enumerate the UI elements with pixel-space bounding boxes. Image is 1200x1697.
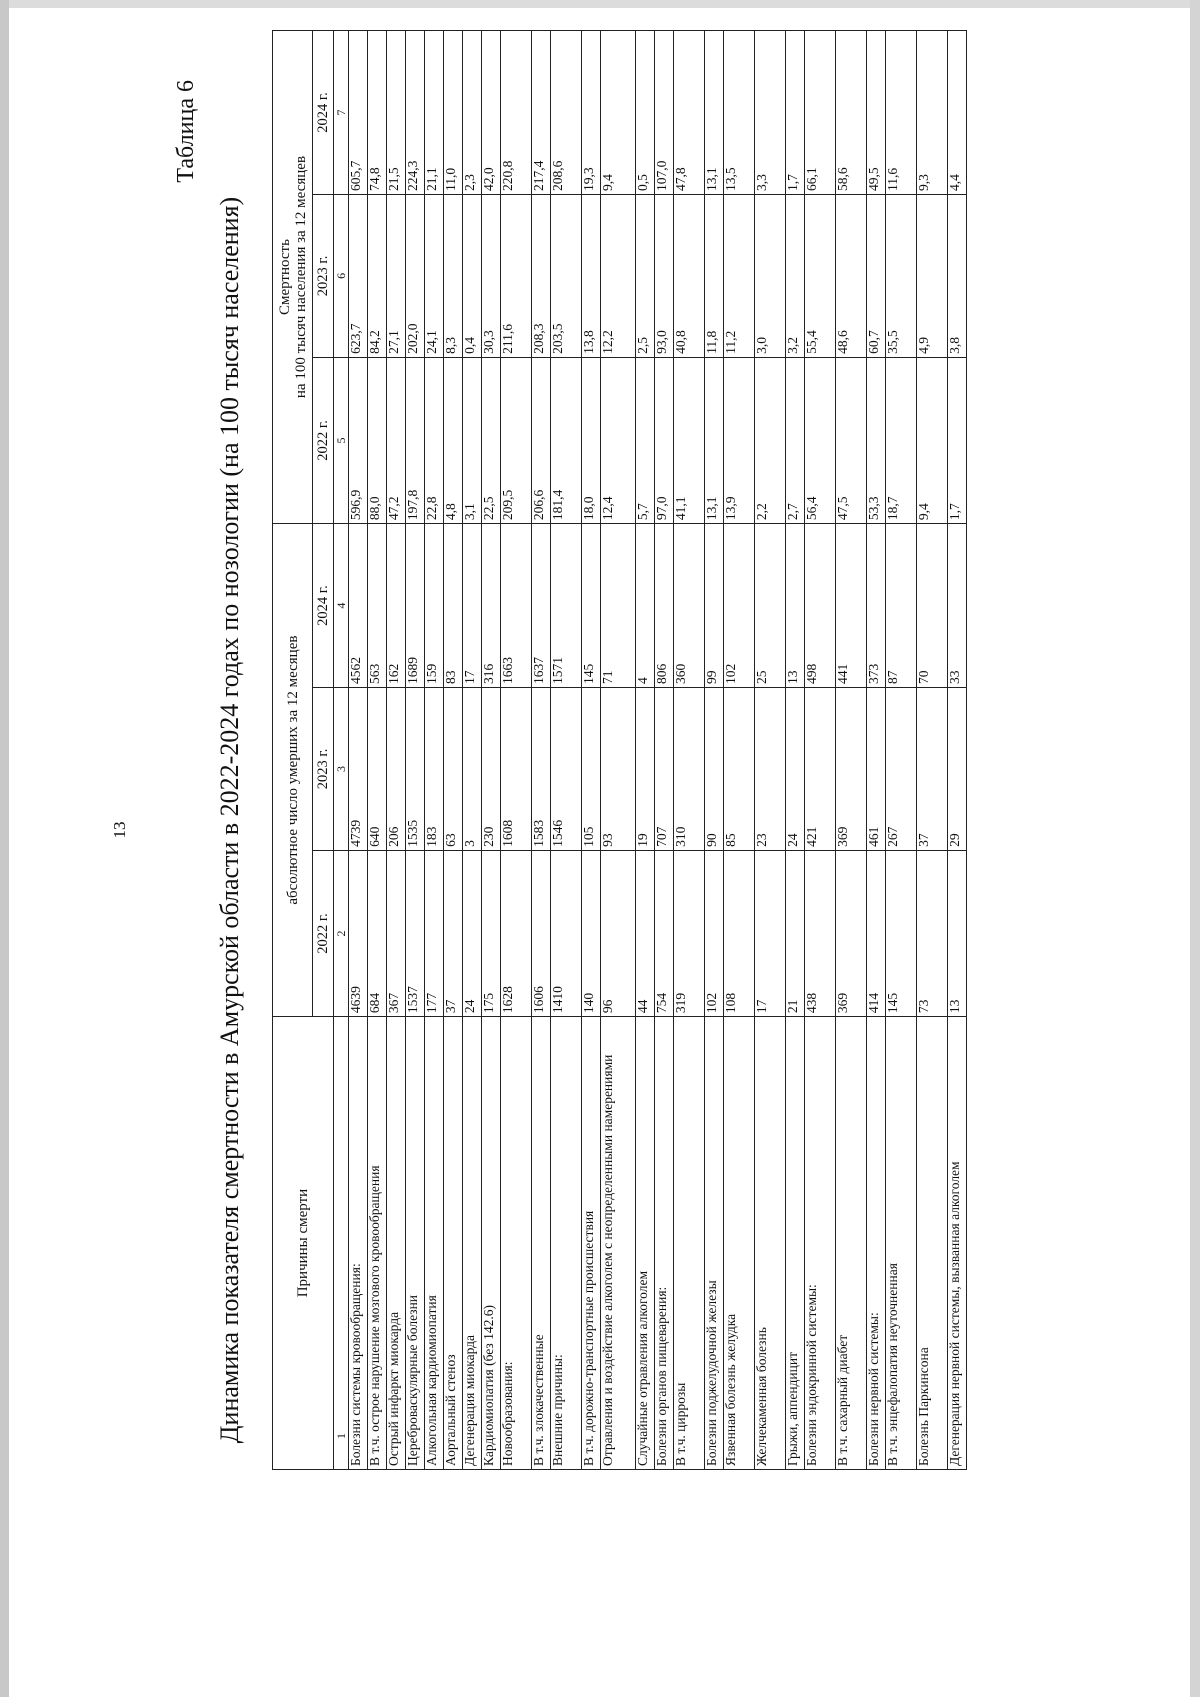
- rate-value-cell: 209,5: [501, 357, 532, 523]
- rate-value-cell: 18,7: [886, 357, 917, 523]
- cause-cell: Случайные отравления алкоголем: [636, 1017, 655, 1470]
- cause-cell: Болезнь Паркинсона: [917, 1017, 948, 1470]
- rate-value-cell: 13,8: [582, 195, 601, 358]
- table-row: [917, 31, 948, 1470]
- absolute-value-cell: 159: [425, 524, 444, 688]
- rate-value-cell: 0,4: [463, 195, 482, 358]
- column-index: 6: [334, 195, 349, 358]
- column-index: 1: [334, 1017, 349, 1470]
- cause-cell: Болезни поджелудочной железы: [705, 1017, 724, 1470]
- table-row: [425, 31, 444, 1470]
- rate-value-cell: 2,7: [786, 357, 805, 523]
- cause-cell: Болезни органов пищеварения:: [655, 1017, 674, 1470]
- scan-edge-right: [1190, 0, 1200, 1697]
- rate-value-cell: 2,2: [755, 357, 786, 523]
- rate-value-cell: 47,2: [387, 357, 406, 523]
- table-row: [867, 31, 886, 1470]
- rate-value-cell: 40,8: [674, 195, 705, 358]
- rate-value-cell: 1,7: [786, 31, 805, 195]
- column-index: 4: [334, 524, 349, 688]
- rate-value-cell: 181,4: [551, 357, 582, 523]
- rate-value-cell: 596,9: [349, 357, 368, 523]
- absolute-value-cell: 102: [705, 850, 724, 1016]
- table-row: [501, 31, 532, 1470]
- rate-value-cell: 203,5: [551, 195, 582, 358]
- rate-value-cell: 211,6: [501, 195, 532, 358]
- header-absolute: абсолютное число умерших за 12 месяцев: [273, 524, 313, 1017]
- table-row: [463, 31, 482, 1470]
- absolute-value-cell: 183: [425, 688, 444, 851]
- absolute-value-cell: 71: [601, 524, 636, 688]
- rate-value-cell: 2,3: [463, 31, 482, 195]
- absolute-value-cell: 707: [655, 688, 674, 851]
- page-number: 13: [110, 821, 129, 839]
- absolute-value-cell: 1663: [501, 524, 532, 688]
- table-row: [805, 31, 836, 1470]
- cause-cell: В т.ч. сахарный диабет: [836, 1017, 867, 1470]
- cause-cell: Язвенная болезнь желудка: [724, 1017, 755, 1470]
- absolute-value-cell: 421: [805, 688, 836, 851]
- rate-value-cell: 35,5: [886, 195, 917, 358]
- absolute-value-cell: 754: [655, 850, 674, 1016]
- rate-value-cell: 3,1: [463, 357, 482, 523]
- rate-value-cell: 11,6: [886, 31, 917, 195]
- absolute-value-cell: 1535: [406, 688, 425, 851]
- rate-value-cell: 41,1: [674, 357, 705, 523]
- table-row: [724, 31, 755, 1470]
- table-row: [636, 31, 655, 1470]
- rate-value-cell: 22,8: [425, 357, 444, 523]
- rate-value-cell: 13,1: [705, 357, 724, 523]
- table-body: [349, 31, 967, 1470]
- table-row: [482, 31, 501, 1470]
- rate-value-cell: 9,4: [601, 31, 636, 195]
- rate-value-cell: 5,7: [636, 357, 655, 523]
- rate-value-cell: 2,5: [636, 195, 655, 358]
- rate-value-cell: 202,0: [406, 195, 425, 358]
- absolute-value-cell: 640: [368, 688, 387, 851]
- rate-value-cell: 197,8: [406, 357, 425, 523]
- header-rate-line2: на 100 тысяч населения за 12 месяцев: [292, 155, 309, 399]
- absolute-value-cell: 175: [482, 850, 501, 1016]
- absolute-value-cell: 177: [425, 850, 444, 1016]
- rate-value-cell: 93,0: [655, 195, 674, 358]
- absolute-value-cell: 73: [917, 850, 948, 1016]
- rate-value-cell: 47,5: [836, 357, 867, 523]
- mortality-table: [272, 30, 967, 1470]
- rate-value-cell: 623,7: [349, 195, 368, 358]
- rate-value-cell: 8,3: [444, 195, 463, 358]
- table-row: [948, 31, 967, 1470]
- table-row: [674, 31, 705, 1470]
- table-row: [387, 31, 406, 1470]
- header-year: 2023 г.: [313, 195, 334, 358]
- absolute-value-cell: 1537: [406, 850, 425, 1016]
- header-year: 2022 г.: [313, 357, 334, 523]
- absolute-value-cell: 373: [867, 524, 886, 688]
- absolute-value-cell: 13: [948, 850, 967, 1016]
- cause-cell: Болезни нервной системы:: [867, 1017, 886, 1470]
- cause-cell: Болезни эндокринной системы:: [805, 1017, 836, 1470]
- absolute-value-cell: 25: [755, 524, 786, 688]
- cause-cell: В т.ч. энцефалопатия неуточненная: [886, 1017, 917, 1470]
- absolute-value-cell: 310: [674, 688, 705, 851]
- absolute-value-cell: 102: [724, 524, 755, 688]
- rate-value-cell: 74,8: [368, 31, 387, 195]
- header-row-top: [273, 31, 313, 1470]
- absolute-value-cell: 4639: [349, 850, 368, 1016]
- rate-value-cell: 21,5: [387, 31, 406, 195]
- absolute-value-cell: 1410: [551, 850, 582, 1016]
- rate-value-cell: 13,1: [705, 31, 724, 195]
- absolute-value-cell: 316: [482, 524, 501, 688]
- rate-value-cell: 24,1: [425, 195, 444, 358]
- absolute-value-cell: 441: [836, 524, 867, 688]
- rate-value-cell: 605,7: [349, 31, 368, 195]
- rate-value-cell: 97,0: [655, 357, 674, 523]
- absolute-value-cell: 21: [786, 850, 805, 1016]
- rate-value-cell: 4,4: [948, 31, 967, 195]
- rate-value-cell: 3,0: [755, 195, 786, 358]
- absolute-value-cell: 1546: [551, 688, 582, 851]
- rate-value-cell: 19,3: [582, 31, 601, 195]
- absolute-value-cell: 267: [886, 688, 917, 851]
- rate-value-cell: 84,2: [368, 195, 387, 358]
- rate-value-cell: 11,0: [444, 31, 463, 195]
- column-index: 3: [334, 688, 349, 851]
- table-row: [786, 31, 805, 1470]
- absolute-value-cell: 206: [387, 688, 406, 851]
- absolute-value-cell: 145: [582, 524, 601, 688]
- absolute-value-cell: 1606: [532, 850, 551, 1016]
- cause-cell: В т.ч. циррозы: [674, 1017, 705, 1470]
- table-row: [551, 31, 582, 1470]
- scan-edge-left: [0, 0, 9, 1697]
- absolute-value-cell: 85: [724, 688, 755, 851]
- absolute-value-cell: 414: [867, 850, 886, 1016]
- rate-value-cell: 206,6: [532, 357, 551, 523]
- absolute-value-cell: 162: [387, 524, 406, 688]
- absolute-value-cell: 99: [705, 524, 724, 688]
- absolute-value-cell: 37: [444, 850, 463, 1016]
- absolute-value-cell: 140: [582, 850, 601, 1016]
- cause-cell: Дегенерация нервной системы, вызванная алкоголем: [948, 1017, 967, 1470]
- rate-value-cell: 3,2: [786, 195, 805, 358]
- table-row: [532, 31, 551, 1470]
- header-year: 2022 г.: [313, 850, 334, 1016]
- absolute-value-cell: 806: [655, 524, 674, 688]
- rate-value-cell: 0,5: [636, 31, 655, 195]
- table-row: [582, 31, 601, 1470]
- rate-value-cell: 3,3: [755, 31, 786, 195]
- absolute-value-cell: 90: [705, 688, 724, 851]
- absolute-value-cell: 23: [755, 688, 786, 851]
- table-row: [368, 31, 387, 1470]
- cause-cell: Кардиомиопатия (без 142.6): [482, 1017, 501, 1470]
- cause-cell: В т.ч. злокачественные: [532, 1017, 551, 1470]
- absolute-value-cell: 498: [805, 524, 836, 688]
- absolute-value-cell: 63: [444, 688, 463, 851]
- column-index: 7: [334, 31, 349, 195]
- rate-value-cell: 56,4: [805, 357, 836, 523]
- rate-value-cell: 4,8: [444, 357, 463, 523]
- rate-value-cell: 220,8: [501, 31, 532, 195]
- absolute-value-cell: 360: [674, 524, 705, 688]
- rate-value-cell: 22,5: [482, 357, 501, 523]
- rate-value-cell: 208,3: [532, 195, 551, 358]
- rate-value-cell: 4,9: [917, 195, 948, 358]
- cause-cell: Грыжи, аппендицит: [786, 1017, 805, 1470]
- table-row: [655, 31, 674, 1470]
- rate-value-cell: 88,0: [368, 357, 387, 523]
- absolute-value-cell: 230: [482, 688, 501, 851]
- cause-cell: Отравления и воздействие алкоголем с неопределенными намерениями: [601, 1017, 636, 1470]
- absolute-value-cell: 369: [836, 850, 867, 1016]
- rate-value-cell: 66,1: [805, 31, 836, 195]
- cause-cell: Желчекаменная болезнь: [755, 1017, 786, 1470]
- document-title: Динамика показателя смертности в Амурской области в 2022-2024 годах по нозологии (на 100 тысяч населения): [215, 196, 244, 1444]
- absolute-value-cell: 19: [636, 688, 655, 851]
- header-rate-line1: Смертность: [276, 239, 293, 316]
- absolute-value-cell: 29: [948, 688, 967, 851]
- cause-cell: Внешние причины:: [551, 1017, 582, 1470]
- absolute-value-cell: 70: [917, 524, 948, 688]
- column-index: 5: [334, 357, 349, 523]
- absolute-value-cell: 33: [948, 524, 967, 688]
- column-index: 2: [334, 850, 349, 1016]
- cause-cell: Острый инфаркт миокарда: [387, 1017, 406, 1470]
- cause-cell: Новообразования:: [501, 1017, 532, 1470]
- rate-value-cell: 42,0: [482, 31, 501, 195]
- absolute-value-cell: 367: [387, 850, 406, 1016]
- absolute-value-cell: 4739: [349, 688, 368, 851]
- absolute-value-cell: 1583: [532, 688, 551, 851]
- rate-value-cell: 48,6: [836, 195, 867, 358]
- cause-cell: В т.ч. дорожно-транспортные происшествия: [582, 1017, 601, 1470]
- rate-value-cell: 47,8: [674, 31, 705, 195]
- rate-value-cell: 27,1: [387, 195, 406, 358]
- rate-value-cell: 12,2: [601, 195, 636, 358]
- table-row: [406, 31, 425, 1470]
- absolute-value-cell: 108: [724, 850, 755, 1016]
- rate-value-cell: 11,8: [705, 195, 724, 358]
- cause-cell: Болезни системы кровообращения:: [349, 1017, 368, 1470]
- absolute-value-cell: 17: [463, 524, 482, 688]
- rate-value-cell: 11,2: [724, 195, 755, 358]
- absolute-value-cell: 1689: [406, 524, 425, 688]
- header-row-index: [334, 31, 349, 1470]
- table-row: [444, 31, 463, 1470]
- header-cause: Причины смерти: [273, 1017, 334, 1470]
- absolute-value-cell: 17: [755, 850, 786, 1016]
- rate-value-cell: 217,4: [532, 31, 551, 195]
- rate-value-cell: 49,5: [867, 31, 886, 195]
- rate-value-cell: 9,4: [917, 357, 948, 523]
- document-page: [45, 0, 1145, 1600]
- rate-value-cell: 1,7: [948, 357, 967, 523]
- header-rate: [273, 31, 313, 524]
- rate-value-cell: 60,7: [867, 195, 886, 358]
- table-row: [755, 31, 786, 1470]
- rate-value-cell: 224,3: [406, 31, 425, 195]
- rate-value-cell: 208,6: [551, 31, 582, 195]
- cause-cell: Цереброваскулярные болезни: [406, 1017, 425, 1470]
- rate-value-cell: 55,4: [805, 195, 836, 358]
- rate-value-cell: 3,8: [948, 195, 967, 358]
- absolute-value-cell: 461: [867, 688, 886, 851]
- header-year: 2024 г.: [313, 524, 334, 688]
- absolute-value-cell: 1637: [532, 524, 551, 688]
- absolute-value-cell: 13: [786, 524, 805, 688]
- absolute-value-cell: 87: [886, 524, 917, 688]
- rate-value-cell: 13,5: [724, 31, 755, 195]
- rate-value-cell: 30,3: [482, 195, 501, 358]
- absolute-value-cell: 369: [836, 688, 867, 851]
- absolute-value-cell: 4: [636, 524, 655, 688]
- absolute-value-cell: 24: [463, 850, 482, 1016]
- rate-value-cell: 58,6: [836, 31, 867, 195]
- absolute-value-cell: 1628: [501, 850, 532, 1016]
- absolute-value-cell: 93: [601, 688, 636, 851]
- absolute-value-cell: 438: [805, 850, 836, 1016]
- cause-cell: Дегенерация миокарда: [463, 1017, 482, 1470]
- absolute-value-cell: 105: [582, 688, 601, 851]
- header-year: 2024 г.: [313, 31, 334, 195]
- absolute-value-cell: 83: [444, 524, 463, 688]
- absolute-value-cell: 145: [886, 850, 917, 1016]
- cause-cell: Алкогольная кардиомиопатия: [425, 1017, 444, 1470]
- absolute-value-cell: 1608: [501, 688, 532, 851]
- cause-cell: Аортальный стеноз: [444, 1017, 463, 1470]
- absolute-value-cell: 1571: [551, 524, 582, 688]
- absolute-value-cell: 3: [463, 688, 482, 851]
- absolute-value-cell: 319: [674, 850, 705, 1016]
- rate-value-cell: 21,1: [425, 31, 444, 195]
- table-row: [705, 31, 724, 1470]
- rate-value-cell: 13,9: [724, 357, 755, 523]
- table-label: Таблица 6: [173, 80, 199, 183]
- table-row: [886, 31, 917, 1470]
- rate-value-cell: 53,3: [867, 357, 886, 523]
- rate-value-cell: 18,0: [582, 357, 601, 523]
- rate-value-cell: 12,4: [601, 357, 636, 523]
- table-row: [349, 31, 368, 1470]
- absolute-value-cell: 563: [368, 524, 387, 688]
- absolute-value-cell: 24: [786, 688, 805, 851]
- rate-value-cell: 9,3: [917, 31, 948, 195]
- cause-cell: В т.ч. острое нарушение мозгового кровообращения: [368, 1017, 387, 1470]
- absolute-value-cell: 96: [601, 850, 636, 1016]
- table-row: [836, 31, 867, 1470]
- absolute-value-cell: 44: [636, 850, 655, 1016]
- table-row: [601, 31, 636, 1470]
- rate-value-cell: 107,0: [655, 31, 674, 195]
- absolute-value-cell: 684: [368, 850, 387, 1016]
- header-year: 2023 г.: [313, 688, 334, 851]
- absolute-value-cell: 4562: [349, 524, 368, 688]
- absolute-value-cell: 37: [917, 688, 948, 851]
